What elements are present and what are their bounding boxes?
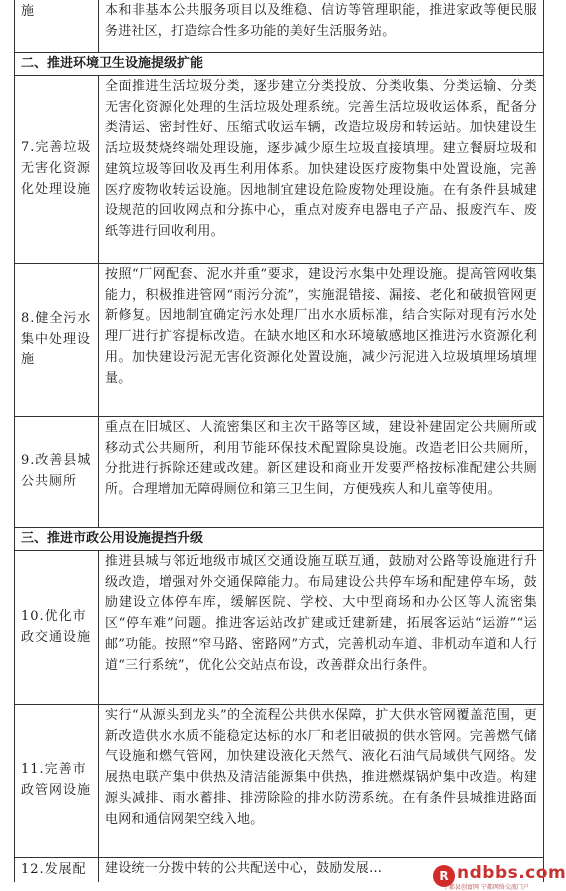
table-row bbox=[15, 0, 543, 53]
row-content: 本和非基本公共服务项目以及维稳、信访等管理职能，推进家政等便民服务进社区，打造综合性多功能的美好生活服务站。 bbox=[105, 3, 537, 39]
row-content: 推进县城与邻近地级市城区交通设施互联互通，鼓励对公路等设施进行升级改造，增强对外交通保障能力。布局建设公共停车场和配建停车场，鼓励建设立体停车库，缓解医院、学校、大中型商场和办公区等人流密集区“停车难”问题。推进客运站改扩建或迁建新建，拓展客运站“运游”“运邮”功能。按照“窄马路、密路网”方式，完善机动车道、非机动车道和人行道“三行系统”，优化公交站点布设，改善群众出行条件。 bbox=[105, 554, 537, 673]
row-label: 12.发展配 bbox=[15, 858, 99, 882]
watermark-subtext: 宁都县创富网 宁都网络交流门户 bbox=[443, 884, 529, 891]
table-row bbox=[15, 417, 543, 528]
row-label: 8.健全污水集中处理设施 bbox=[15, 264, 99, 416]
row-label: 9.改善县城公共厕所 bbox=[15, 417, 99, 527]
site-logo-icon: R bbox=[433, 865, 455, 887]
watermark-text: ndbbs.com bbox=[457, 863, 566, 883]
row-label: 11.完善市政管网设施 bbox=[15, 705, 99, 857]
row-content: 建设统一分拨中转的公共配送中心，鼓励发展… bbox=[105, 861, 383, 876]
row-label: 7.完善垃圾无害化资源化处理设施 bbox=[15, 76, 99, 263]
section-heading: 二、推进环境卫生设施提级扩能 bbox=[15, 53, 543, 76]
row-label: 10.优化市政交通设施 bbox=[15, 551, 99, 704]
table-row bbox=[15, 76, 543, 264]
table-row bbox=[15, 705, 543, 858]
row-content: 重点在旧城区、人流密集区和主次干路等区域，建设补建固定公共厕所或移动式公共厕所，利用节能环保技术配置除臭设施。改造老旧公共厕所，分批进行拆除还建或改建。新区建设和商业开发要严格按标准配建公共厕所。合理增加无障碍厕位和第三卫生间，方便残疾人和儿童等使用。 bbox=[105, 420, 537, 498]
row-content: 按照“厂网配套、泥水并重”要求，建设污水集中处理设施。提高管网收集能力，积极推进管网“雨污分流”，实施混错接、漏接、老化和破损管网更新修复。因地制宜确定污水处理厂出水水质标准，结合实际对现有污水处理厂进行扩容提标改造。在缺水地区和水环境敏感地区推进污水资源化利用。加快建设污泥无害化资源化处置设施，减少污泥进入垃圾填埋场填埋量。 bbox=[105, 267, 537, 386]
table-row bbox=[15, 551, 543, 705]
table-row bbox=[15, 264, 543, 417]
section-heading: 三、推进市政公用设施提挡升级 bbox=[15, 528, 543, 551]
row-content: 全面推进生活垃圾分类，逐步建立分类投放、分类收集、分类运输、分类无害化资源化处理的生活垃圾处理系统。完善生活垃圾收运体系，配备分类清运、密封性好、压缩式收运车辆，改造垃圾房和转运站。加快建设生活垃圾焚烧终端处理设施，逐步减少原生垃圾直接填埋。建立餐厨垃圾和建筑垃圾等回收及再生利用体系。加快建设医疗废物集中处置设施，完善医疗废物收转运设施。因地制宜建设危险废物处理设施。在有条件县城建设规范的回收网点和分拣中心，重点对废弃电器电子产品、报废汽车、废纸等进行回收利用。 bbox=[105, 79, 537, 239]
document-table bbox=[14, 0, 544, 882]
row-content: 实行“从源头到龙头”的全流程公共供水保障，扩大供水管网覆盖范围，更新改造供水水质不能稳定达标的水厂和老旧破损的供水管网。完善燃气储气设施和燃气管网，加快建设液化天然气、液化石油气局域供气网络。发展热电联产集中供热及清洁能源集中供热，推进燃煤锅炉集中改造。构建源头减排、雨水蓄排、排涝除险的排水防涝系统。在有条件县城推进路面电网和通信网架空线入地。 bbox=[105, 708, 537, 827]
site-watermark bbox=[433, 863, 566, 891]
row-label: 施 bbox=[15, 0, 99, 52]
